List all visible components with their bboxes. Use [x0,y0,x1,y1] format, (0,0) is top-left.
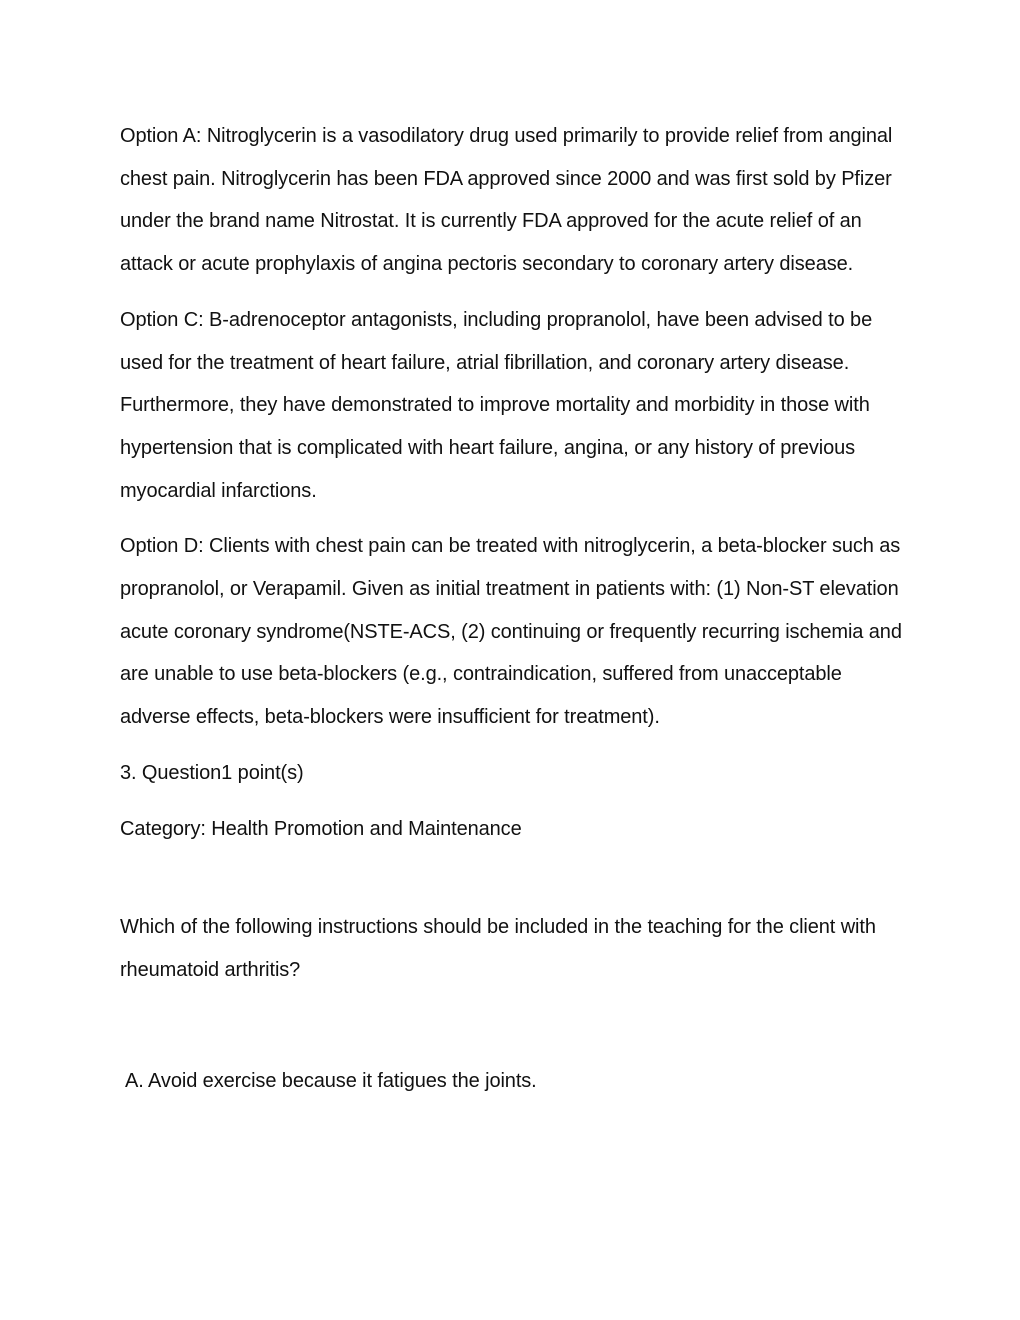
option-a-explanation: Option A: Nitroglycerin is a vasodilatory drug used primarily to provide relief from anginal chest pain. Nitroglycerin has been FDA approved since 2000 and was first sold by Pfizer under the brand name Nitrostat. It is currently FDA approved for the acute relief of an attack or acute prophylaxis of angina pectoris secondary to coronary artery disease. [120,125,893,276]
question-header: 3. Question1 point(s) [120,761,304,784]
answer-option-a: A. Avoid exercise because it fatigues the joints. [125,1069,537,1092]
question-category: Category: Health Promotion and Maintenance [120,817,522,840]
question-text: Which of the following instructions should be included in the teaching for the client with rheumatoid arthritis? [120,916,876,981]
option-d-explanation: Option D: Clients with chest pain can be treated with nitroglycerin, a beta-blocker such as propranolol, or Verapamil. Given as initial treatment in patients with: (1) Non-ST elevation acute coronary syndrome(NSTE-ACS, (2) continuing or frequently recurring ischemia and are unable to use beta-blockers (e.g., contraindication, suffered from unacceptable adverse effects, beta-blockers were insufficient for treatment). [120,535,902,729]
option-c-explanation: Option C: B-adrenoceptor antagonists, including propranolol, have been advised to be used for the treatment of heart failure, atrial fibrillation, and coronary artery disease. Furthermore, they have demonstrated to improve mortality and morbidity in those with hypertension that is complicated with heart failure, angina, or any history of previous myocardial infarctions. [120,308,873,502]
